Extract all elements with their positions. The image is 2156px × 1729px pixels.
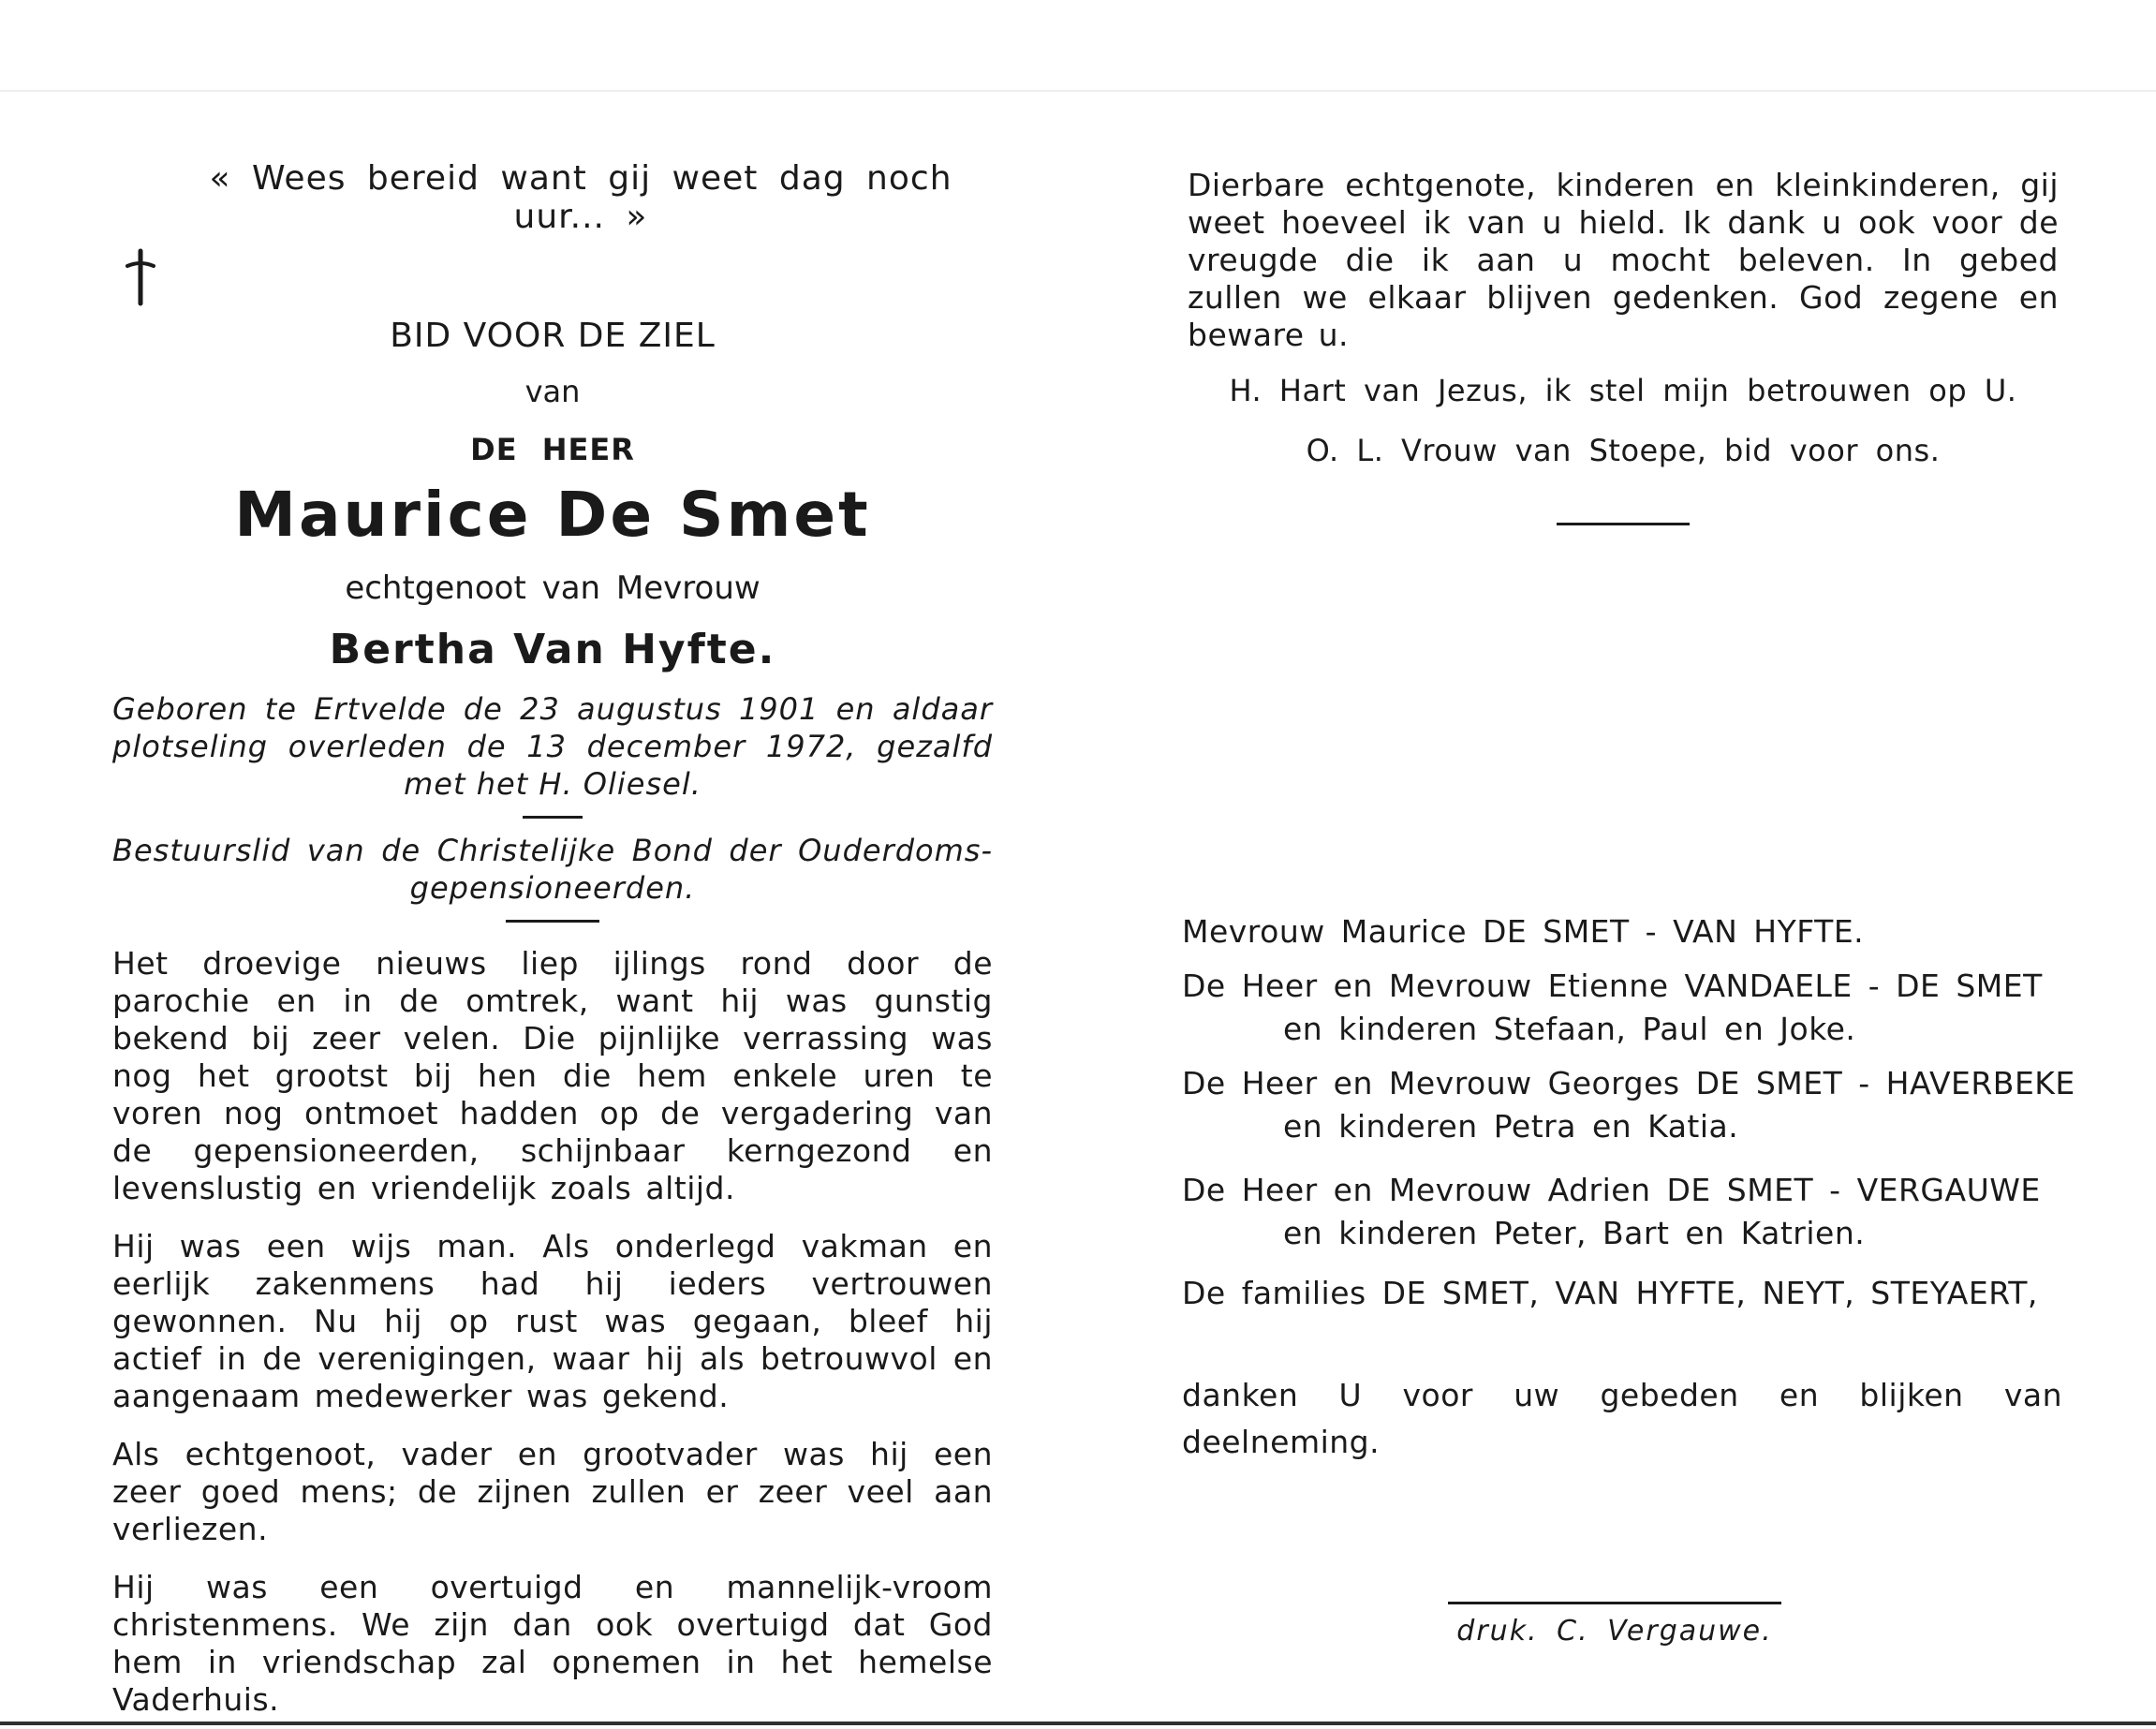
family-couple: De Heer en Mevrouw Georges DE SMET - HAVERBEKE [1182,1065,2075,1101]
divider [1557,523,1690,525]
family-children: en kinderen Peter, Bart en Katrien. [1283,1215,1866,1251]
cross-icon [112,247,169,307]
family-children: en kinderen Petra en Katia. [1283,1108,1739,1145]
deceased-title: DE HEER [470,432,635,467]
farewell-text: Dierbare echtgenote, kinderen en kleinkinderen, gij weet hoeveel ik van u hield. Ik dank u ook voor de vreugde die ik aan u mocht beleven. In gebed zullen we elkaar blijven gedenken. God zegene en beware u. [1188,167,2059,353]
right-panel [1188,167,2059,525]
spouse-name: Bertha Van Hyfte. [329,626,776,673]
prayer-line: O. L. Vrouw van Stoepe, bid voor ons. [1306,433,1941,468]
board-line: gepensioneerden. [409,870,696,906]
birth-line: met het H. Oliesel. [404,766,701,802]
paragraph: Als echtgenoot, vader en grootvader was hij een zeer goed mens; de zijnen zullen er zeer veel aan verliezen. [112,1436,993,1547]
birth-death-details [112,690,993,803]
thanks-text: danken U voor uw gebeden en blijken van deelneming. [1182,1377,2062,1460]
birth-line: Geboren te Ertvelde de 23 augustus 1901 en aldaar [112,691,993,727]
deceased-name: Maurice De Smet [234,479,871,551]
paragraph: Hij was een overtuigd en mannelijk-vroom christenmens. We zijn dan ook overtuigd dat God hem in vriendschap zal opnemen in het hemelse Vaderhuis. [112,1569,993,1718]
prayer-heading: BID VOOR DE ZIEL [390,317,716,355]
family-couple: De Heer en Mevrouw Etienne VANDAELE - DE SMET [1182,968,2043,1004]
paragraph: Het droevige nieuws liep ijlings rond door de parochie en in de omtrek, want hij was gunstig bekend bij zeer velen. Die pijnlijke verrassing was nog het grootst bij hen die hem enkele uren te voren nog ontmoet hadden op de vergadering van de gepensioneerden, schijnbaar kerngezond en levenslustig en vriendelijk zoals altijd. [112,945,993,1206]
van-text: van [524,374,581,409]
prayer-line: H. Hart van Jezus, ik stel mijn betrouwen op U. [1229,373,2017,408]
card-bottom-edge [0,1722,2156,1725]
board-membership [112,832,993,907]
printer-divider [1448,1602,1781,1604]
spouse-intro: echtgenoot van Mevrouw [345,569,761,607]
board-line: Bestuurslid van de Christelijke Bond der Ouderdoms- [112,833,993,868]
card-top-edge [0,90,2156,92]
family-list [1182,913,2075,1466]
motto: « Wees bereid want gij weet dag noch uur... » [209,159,952,236]
paragraph: Hij was een wijs man. Als onderlegd vakman en eerlijk zakenmens had hij ieders vertrouwen gewonnen. Nu hij op rust was gegaan, bleef hij actief in de verenigingen, waar hij als betrouwvol en aangenaam medewerker was gekend. [112,1228,993,1414]
family-widow: Mevrouw Maurice DE SMET - VAN HYFTE. [1182,913,1865,950]
family-couple: De Heer en Mevrouw Adrien DE SMET - VERGAUWE [1182,1172,2041,1208]
divider [506,920,599,923]
family-names: De families DE SMET, VAN HYFTE, NEYT, STEYAERT, [1182,1275,2038,1311]
printer-credit: druk. C. Vergauwe. [1456,1615,1773,1648]
left-panel [112,159,993,1719]
family-children: en kinderen Stefaan, Paul en Joke. [1283,1011,1856,1047]
divider [523,816,583,819]
birth-line: plotseling overleden de 13 december 1972, gezalfd [112,729,993,764]
